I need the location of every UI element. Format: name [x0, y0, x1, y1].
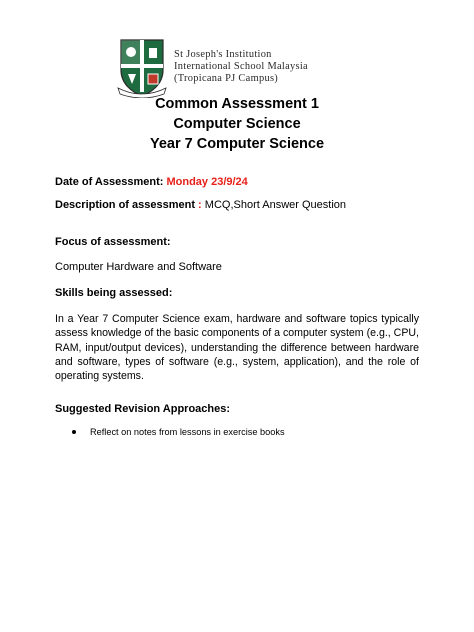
school-header — [116, 36, 308, 98]
revision-list-item — [72, 426, 285, 438]
description-colon: : — [195, 199, 202, 211]
school-name-line-2: International School Malaysia — [174, 60, 308, 72]
skills-paragraph: In a Year 7 Computer Science exam, hardware and software topics typically assess knowledge of the basic components of a computer system (e.g., CPU, RAM, input/output devices), understanding the difference between hardware and software, types of software (e.g., system, application), and the role of operating systems. — [55, 313, 419, 383]
date-label: Date of Assessment: — [55, 176, 164, 188]
revision-item-text: Reflect on notes from lessons in exercise books — [90, 427, 285, 437]
focus-heading: Focus of assessment: — [55, 236, 171, 248]
assessment-description — [55, 198, 346, 212]
school-name-line-1: St Joseph's Institution — [174, 48, 272, 60]
title-line-3: Year 7 Computer Science — [149, 136, 325, 152]
description-value: MCQ,Short Answer Question — [201, 199, 347, 211]
bullet-icon — [72, 430, 76, 434]
revision-heading: Suggested Revision Approaches: — [55, 403, 231, 415]
skills-heading: Skills being assessed: — [55, 287, 173, 299]
description-label: Description of assessment — [55, 199, 195, 211]
document-title-block — [0, 94, 474, 154]
school-crest-icon — [116, 36, 168, 98]
title-line-2: Computer Science — [173, 116, 301, 132]
focus-value: Computer Hardware and Software — [55, 261, 222, 273]
school-name-line-3: (Tropicana PJ Campus) — [174, 73, 279, 85]
school-name — [174, 49, 308, 86]
assessment-date — [55, 175, 248, 189]
date-value: Monday 23/9/24 — [166, 176, 248, 188]
title-line-1: Common Assessment 1 — [155, 96, 319, 112]
